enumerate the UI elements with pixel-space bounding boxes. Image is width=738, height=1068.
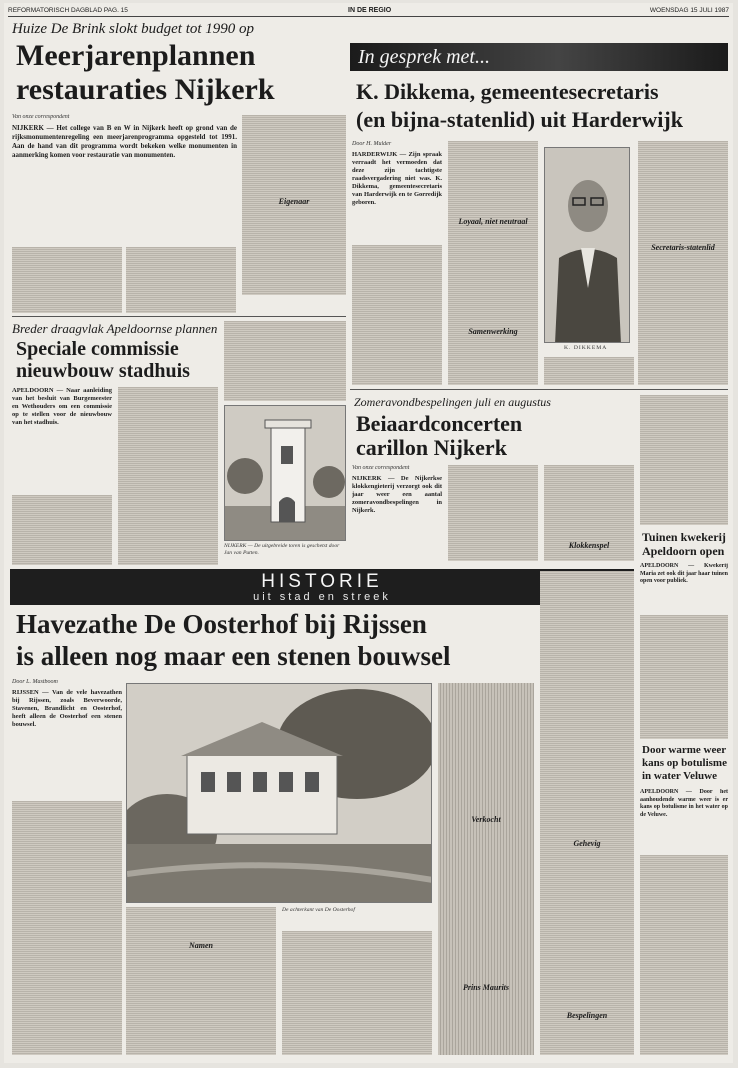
tower-illustration-icon xyxy=(225,406,346,541)
dikkema-divider xyxy=(350,389,728,390)
kwekerij-body xyxy=(640,615,728,739)
oosterhof-body-col-4 xyxy=(438,683,534,1055)
brink-headline-1: Meerjarenplannen xyxy=(16,41,256,72)
folio-section: IN DE REGIO xyxy=(348,7,392,14)
portrait-illustration-icon xyxy=(545,148,630,343)
oosterhof-sub-verkocht: Verkocht xyxy=(471,815,501,824)
botulisme-headline-1: Door warme weer xyxy=(642,745,727,756)
oosterhof-body-col-1 xyxy=(12,801,122,1055)
kwekerij-headline-1: Tuinen kwekerij xyxy=(642,531,726,544)
carillon-byline: Van onze correspondent xyxy=(352,465,410,471)
botulisme-body xyxy=(640,855,728,1055)
carillon-lead: NIJKERK — De Nijkerkse klokkengieterij verzorgt ook dit jaar weer een aantal zomeravondbespelingen in Nijkerk. xyxy=(352,475,442,514)
dikkema-photo-caption: K. DIKKEMA xyxy=(564,345,608,351)
dikkema-byline: Door H. Mulder xyxy=(352,141,392,147)
oosterhof-sub-gehevig: Gehevig xyxy=(573,839,601,848)
kwekerij-headline-2: Apeldoorn open xyxy=(642,545,725,558)
oosterhof-lead: RIJSSEN — Van de vele havezathen bij Rijssen, zoals Beverwoorde, Stavenen, Brandlicht en Oosterhof, heeft alleen de Oosterhof een stenen bouwsel. xyxy=(12,689,122,728)
tower-caption: NIJKERK — De uitgebreide toren is geschetst door Jan van Putten. xyxy=(224,543,340,556)
carillon-body-col-2 xyxy=(448,465,538,561)
brink-divider xyxy=(12,316,346,317)
carillon-sub-klokkenspel: Klokkenspel xyxy=(568,541,610,550)
oosterhof-sub-prins-maurits: Prins Maurits xyxy=(462,983,510,992)
dikkema-sub-statenlid: Secretaris-statenlid xyxy=(651,243,715,252)
oosterhof-body-col-2 xyxy=(126,907,276,1055)
right-column-body xyxy=(640,395,728,525)
botulisme-headline-2: kans op botulisme xyxy=(642,758,727,769)
carillon-headline-1: Beiaardconcerten xyxy=(356,413,523,436)
kwekerij-lead: APELDOORN — Kwekerij Maria zet ook dit jaar haar tuinen open voor publiek. xyxy=(640,563,728,584)
stadhuis-body-col-3 xyxy=(224,321,346,401)
stadhuis-lead: APELDOORN — Naar aanleiding van het besluit van Burgemeester en Wethouders om een commissie op te stellen voor de nieuwbouw van het stadhuis. xyxy=(12,387,112,426)
carillon-headline-2: carillon Nijkerk xyxy=(356,437,507,460)
dikkema-body-col-2 xyxy=(448,141,538,385)
oosterhof-sub-bespelingen: Bespelingen xyxy=(566,1011,608,1020)
dikkema-headline-2: (en bijna-statenlid) uit Harderwijk xyxy=(356,109,683,132)
oosterhof-byline: Door L. Mastboom xyxy=(12,679,58,685)
folio-date: WOENSDAG 15 JULI 1987 xyxy=(649,7,729,14)
botulisme-headline-3: in water Veluwe xyxy=(642,771,717,782)
page-folio xyxy=(8,5,729,17)
brink-byline: Van onze correspondent xyxy=(12,114,70,120)
oosterhof-headline-2: is alleen nog maar een stenen bouwsel xyxy=(16,643,451,671)
brink-sub-eigenaar: Eigenaar xyxy=(278,197,310,206)
brink-lead: NIJKERK — Het college van B en W in Nijkerk heeft op grond van de rijksmonumentenregeling een meerjarenprogramma opgesteld tot 1991. Aan de hand van dit programma wordt bekeken welke monumenten in aanmerking komen voor restauratie van monumenten. xyxy=(12,124,237,159)
house-illustration-icon xyxy=(127,684,432,903)
dikkema-portrait-photo xyxy=(544,147,630,343)
oosterhof-body-col-5 xyxy=(540,571,634,1055)
botulisme-lead: APELDOORN — Door het aanhoudende warme weer is er kans op botulisme in het water op de Veluwe. xyxy=(640,789,728,818)
stadhuis-body-col-2 xyxy=(118,387,218,565)
historie-title: HISTORIE xyxy=(261,571,383,591)
oosterhof-body-col-3 xyxy=(282,931,432,1055)
brink-kicker: Huize De Brink slokt budget tot 1990 op xyxy=(12,21,255,37)
stadhuis-headline-2: nieuwbouw stadhuis xyxy=(16,361,190,382)
stadhuis-headline-1: Speciale commissie xyxy=(16,339,179,360)
newspaper-page xyxy=(4,3,733,1063)
dikkema-headline-1: K. Dikkema, gemeentesecretaris xyxy=(356,81,659,104)
carillon-kicker: Zomeravondbespelingen juli en augustus xyxy=(354,395,551,409)
stadhuis-body-col-1 xyxy=(12,495,112,565)
in-gesprek-banner: In gesprek met... xyxy=(350,43,728,71)
dikkema-lead: HARDERWIJK — Zijn spraak verraadt het vermoeden dat deze zijn tachtigste raadsvergadering niet was. K. Dikkema, gemeentesecretaris van Harderwijk en te Gorredijk geboren. xyxy=(352,151,442,206)
dikkema-sub-samenwerking: Samenwerking xyxy=(468,327,518,336)
oosterhof-caption: De achterkant van De Oosterhof xyxy=(282,907,355,913)
oosterhof-headline-1: Havezathe De Oosterhof bij Rijssen xyxy=(16,611,427,639)
brink-body-col-1 xyxy=(12,247,122,313)
historie-subtitle: uit stad en streek xyxy=(253,591,391,603)
dikkema-body-col-1 xyxy=(352,245,442,385)
oosterhof-house-photo xyxy=(126,683,432,903)
brink-headline-2: restauraties Nijkerk xyxy=(16,75,275,106)
folio-left: REFORMATORISCH DAGBLAD PAG. 15 xyxy=(8,7,128,14)
dikkema-body-col-4 xyxy=(638,141,728,385)
stadhuis-kicker: Breder draagvlak Apeldoornse plannen xyxy=(12,321,218,336)
brink-body-col-2 xyxy=(126,247,236,313)
dikkema-sub-loyaal: Loyaal, niet neutraal xyxy=(458,217,528,226)
dikkema-body-col-3 xyxy=(544,357,634,385)
oosterhof-sub-namen: Namen xyxy=(189,941,213,950)
tower-photo xyxy=(224,405,346,541)
